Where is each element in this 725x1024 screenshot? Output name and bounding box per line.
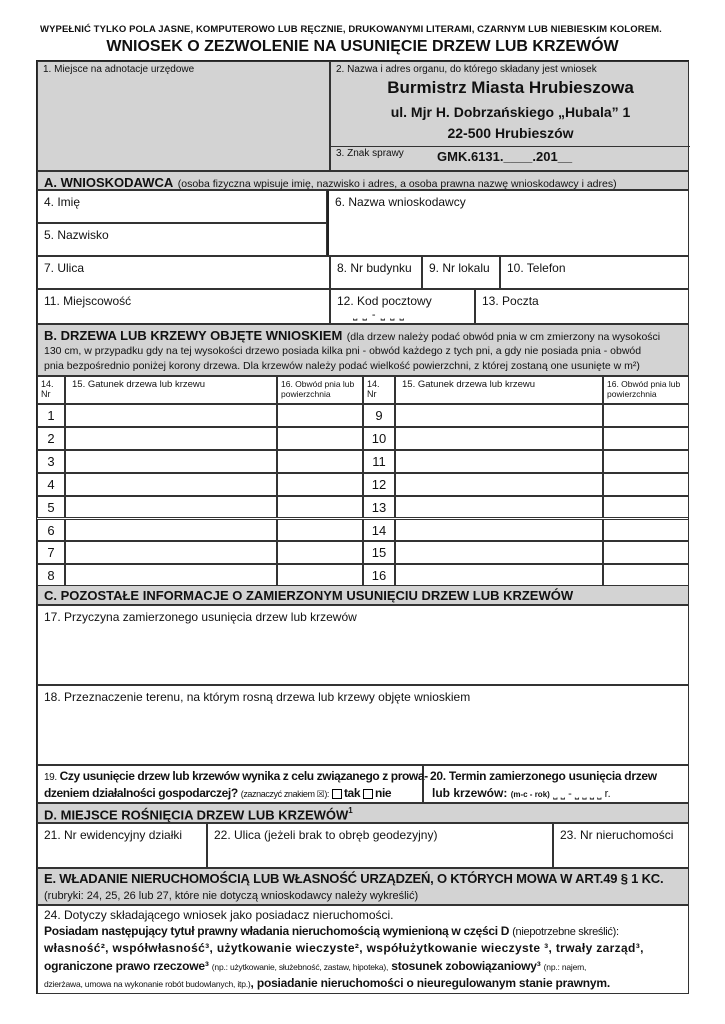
row-number: 2 [47, 430, 55, 446]
col-nr-header-right: 14. Nr [363, 376, 395, 404]
obligation-examples: (np.: najem, [543, 962, 587, 972]
locality-field[interactable] [37, 289, 330, 324]
tree-species-cell-right[interactable] [395, 519, 603, 542]
row-number: 12 [371, 476, 387, 492]
section-a-title: A. WNIOSKODAWCA [44, 175, 174, 190]
row-number: 5 [47, 499, 55, 515]
field-6-label: 6. Nazwa wnioskodawcy [335, 195, 466, 209]
date-mask: ⎵ ⎵ - ⎵ ⎵ ⎵ ⎵ r. [553, 788, 611, 800]
case-sign[interactable]: GMK.6131.____.201__ [437, 149, 573, 164]
tree-species-cell-left[interactable] [65, 404, 277, 427]
section-e-subtitle: (rubryki: 24, 25, 26 lub 27, które nie dotyczą wnioskodawcy należy wykreślić) [44, 890, 419, 902]
field-11-label: 11. Miejscowość [44, 294, 132, 308]
legal-title-intro: Posiadam następujący tytuł prawny władania nieruchomością wymienioną w części D [44, 924, 510, 938]
tree-row-number-left [37, 473, 65, 496]
tree-row-number-right [363, 404, 395, 427]
authority-name: Burmistrz Miasta Hrubieszowa [387, 78, 634, 97]
tree-row-number-right [363, 450, 395, 473]
row-number: 4 [47, 476, 55, 492]
tree-species-cell-left[interactable] [65, 473, 277, 496]
apartment-number-field[interactable] [422, 256, 500, 289]
removal-reason-field[interactable] [37, 605, 689, 685]
row-number: 13 [371, 499, 387, 515]
row-number: 6 [47, 522, 55, 538]
location-street-field[interactable] [207, 823, 553, 868]
row-number: 14 [371, 522, 387, 538]
row-number: 15 [371, 545, 387, 561]
tree-species-cell-left[interactable] [65, 450, 277, 473]
fill-instruction: WYPEŁNIĆ TYLKO POLA JASNE, KOMPUTEROWO LUB RĘCZNIE, DRUKOWANYMI LITERAMI, CZARNYM LUB NIEBIESKIM KOLOREM. [40, 24, 662, 35]
row-number: 8 [47, 568, 55, 584]
tree-girth-cell-left[interactable] [277, 450, 363, 473]
section-e-header [37, 868, 689, 905]
authority-city: 22-500 Hrubieszów [447, 125, 574, 141]
property-number-field[interactable] [553, 823, 689, 868]
tree-girth-cell-left[interactable] [277, 427, 363, 450]
removal-date-field[interactable] [423, 765, 689, 803]
option-limited-right[interactable]: ograniczone prawo rzeczowe³ [44, 959, 209, 973]
tree-girth-cell-left[interactable] [277, 404, 363, 427]
authority-street: ul. Mjr H. Dobrzańskiego „Hubala” 1 [390, 104, 631, 120]
section-c-title: C. POZOSTAŁE INFORMACJE O ZAMIERZONYM USUNIĘCIU DRZEW LUB KRZEWÓW [44, 588, 574, 603]
tree-girth-cell-right[interactable] [603, 450, 689, 473]
ownership-options-1[interactable]: własność², współwłasność³, użytkowanie wieczyste², współużytkowanie wieczyste ³, trwały zarząd³, [44, 941, 644, 955]
field-20-format: (m-c - rok) [510, 790, 550, 799]
row-number: 1 [47, 408, 55, 423]
row-number: 16 [371, 568, 387, 584]
field-19-question-1: Czy usunięcie drzew lub krzewów wynika z celu związanego z prowa- [59, 769, 428, 783]
section-d-footnote: 1 [348, 806, 353, 815]
row-number: 10 [371, 430, 387, 446]
tree-species-cell-left[interactable] [65, 496, 277, 519]
section-a-header [37, 171, 689, 190]
tree-row-number-right [363, 427, 395, 450]
obligation-examples-2: dzierżawa, umowa na wykonanie robót budowlanych, itp.) [44, 979, 251, 989]
last-name-field[interactable] [37, 223, 327, 256]
application-form [36, 60, 689, 994]
tree-girth-cell-left[interactable] [277, 519, 363, 542]
field-19-number: 19. [44, 772, 57, 783]
section-c-header [37, 585, 689, 605]
col-species-header-left: 15. Gatunek drzewa lub krzewu [65, 376, 277, 404]
field-19-note: (zaznaczyć znakiem ☒): [240, 789, 330, 799]
field-20-label-2: lub krzewów: [432, 786, 508, 800]
col-nr-header-left: 14. Nr [37, 376, 65, 404]
field-10-label: 10. Telefon [507, 261, 566, 275]
tree-girth-cell-left[interactable] [277, 541, 363, 564]
section-d-title: D. MIEJSCE ROŚNIĘCIA DRZEW LUB KRZEWÓW [44, 807, 349, 823]
field-13-label: 13. Poczta [482, 294, 539, 308]
tree-species-cell-right[interactable] [395, 427, 603, 450]
section-a-subtitle: (osoba fizyczna wpisuje imię, nazwisko i adres, a osoba prawna nazwę wnioskodawcy i adres) [177, 178, 617, 190]
tree-girth-cell-left[interactable] [277, 473, 363, 496]
section-b-title: B. DRZEWA LUB KRZEWY OBJĘTE WNIOSKIEM [44, 328, 343, 343]
tree-row-number-left [37, 404, 65, 427]
row-number: 7 [47, 545, 55, 561]
building-number-field[interactable] [330, 256, 422, 289]
tree-girth-cell-right[interactable] [603, 427, 689, 450]
tree-row-number-right [363, 541, 395, 564]
field-7-label: 7. Ulica [44, 261, 85, 275]
legal-title-hint: (niepotrzebne skreślić): [512, 926, 619, 938]
tree-row-number-left [37, 450, 65, 473]
tree-row-number-left [37, 519, 65, 542]
trees-table [37, 376, 689, 584]
business-purpose-field [37, 765, 428, 803]
parcel-number-field[interactable] [37, 823, 207, 868]
field-5-label: 5. Nazwisko [44, 228, 109, 242]
yes-checkbox[interactable] [332, 786, 360, 800]
tree-girth-cell-right[interactable] [603, 564, 689, 587]
tree-species-cell-right[interactable] [395, 496, 603, 519]
applicant-name-field[interactable] [327, 190, 689, 256]
tree-girth-cell-left[interactable] [277, 564, 363, 587]
tree-species-cell-right[interactable] [395, 450, 603, 473]
tree-row-number-left [37, 541, 65, 564]
tree-species-cell-left[interactable] [65, 564, 277, 587]
section-b-header [37, 324, 689, 376]
authority-box [330, 61, 689, 171]
field-8-label: 8. Nr budynku [337, 261, 412, 275]
tree-species-cell-right[interactable] [395, 541, 603, 564]
field-12-label: 12. Kod pocztowy [337, 294, 432, 308]
row-number: 11 [372, 453, 386, 469]
tree-row-number-left [37, 564, 65, 587]
row-number: 9 [375, 408, 383, 423]
no-checkbox[interactable] [363, 786, 391, 800]
tree-girth-cell-right[interactable] [603, 404, 689, 427]
field-1-label: 1. Miejsce na adnotacje urzędowe [43, 64, 195, 75]
tree-row-number-right [363, 519, 395, 542]
land-purpose-field[interactable] [37, 685, 689, 765]
field-23-label: 23. Nr nieruchomości [560, 828, 674, 842]
section-b-desc-1: (dla drzew należy podać obwód pnia w cm zmierzony na wysokości [346, 331, 661, 343]
tree-girth-cell-right[interactable] [603, 473, 689, 496]
first-name-field[interactable] [37, 190, 327, 223]
tree-row-number-left [37, 496, 65, 519]
tree-species-cell-right[interactable] [395, 404, 603, 427]
col-girth-header-right: 16. Obwód pnia lub powierzchnia [603, 376, 689, 404]
phone-field[interactable] [500, 256, 689, 289]
field-9-label: 9. Nr lokalu [429, 261, 490, 275]
no-label: nie [375, 786, 392, 800]
section-b-desc-2: 130 cm, w przypadku gdy na tej wysokości drzewo posiada kilka pni - obwód każdego z tych pni, a gdy nie posiada pnia - obwód [44, 345, 642, 357]
limited-right-examples: (np.: użytkowanie, służebność, zastaw, hipoteka), [211, 962, 389, 972]
field-4-label: 4. Imię [44, 195, 81, 209]
col-species-header-right: 15. Gatunek drzewa lub krzewu [395, 376, 603, 404]
row-number: 3 [47, 453, 55, 469]
tree-girth-cell-right[interactable] [603, 541, 689, 564]
tree-row-number-right [363, 473, 395, 496]
field-2-label: 2. Nazwa i adres organu, do którego składany jest wniosek [336, 64, 597, 75]
tree-species-cell-right[interactable] [395, 564, 603, 587]
tree-girth-cell-right[interactable] [603, 519, 689, 542]
field-22-label: 22. Ulica (jeżeli brak to obręb geodezyjny) [214, 828, 438, 842]
ownership-title-field[interactable] [37, 905, 689, 994]
tree-girth-cell-right[interactable] [603, 496, 689, 519]
form-title: WNIOSEK O ZEZWOLENIE NA USUNIĘCIE DRZEW LUB KRZEWÓW [106, 38, 619, 55]
field-20-label: 20. Termin zamierzonego usunięcia drzew [430, 769, 657, 783]
tree-species-cell-left[interactable] [65, 519, 277, 542]
postal-code-field[interactable] [330, 289, 475, 324]
field-19-question-2: dzeniem działalności gospodarczej? [44, 786, 238, 800]
tree-species-cell-left[interactable] [65, 541, 277, 564]
field-18-label: 18. Przeznaczenie terenu, na którym rosną drzewa lub krzewy objęte wnioskiem [44, 690, 471, 704]
street-field[interactable] [37, 256, 330, 289]
col-girth-header-left: 16. Obwód pnia lub powierzchnia [277, 376, 363, 404]
postal-code-mask: ⎵ ⎵ - ⎵ ⎵ ⎵ [353, 309, 405, 321]
field-21-label: 21. Nr ewidencyjny działki [44, 828, 183, 842]
section-b-desc-3: pnia bezpośrednio poniżej korony drzewa. Dla krzewów należy podać wielkość powierzchni, z której zostaną one usunięte w m²) [44, 360, 640, 372]
option-obligation[interactable]: stosunek zobowiązaniowy³ [391, 959, 541, 973]
section-d-header [37, 803, 689, 823]
post-office-field[interactable] [475, 289, 689, 324]
field-24-label: 24. Dotyczy składającego wniosek jako posiadacz nieruchomości. [44, 908, 394, 922]
tree-species-cell-left[interactable] [65, 427, 277, 450]
yes-label: tak [343, 786, 361, 800]
field-3-label: 3. Znak sprawy [336, 148, 404, 159]
tree-row-number-right [363, 564, 395, 587]
tree-row-number-right [363, 496, 395, 519]
option-unregulated[interactable]: , posiadanie nieruchomości o nieuregulowanym stanie prawnym. [250, 976, 610, 990]
tree-species-cell-right[interactable] [395, 473, 603, 496]
section-e-title: E. WŁADANIE NIERUCHOMOŚCIĄ LUB WŁASNOŚĆ URZĄDZEŃ, O KTÓRYCH MOWA W ART.49 § 1 KC. [44, 871, 664, 886]
tree-girth-cell-left[interactable] [277, 496, 363, 519]
tree-row-number-left [37, 427, 65, 450]
field-17-label: 17. Przyczyna zamierzonego usunięcia drzew lub krzewów [44, 610, 357, 624]
official-notes-box [37, 61, 330, 171]
